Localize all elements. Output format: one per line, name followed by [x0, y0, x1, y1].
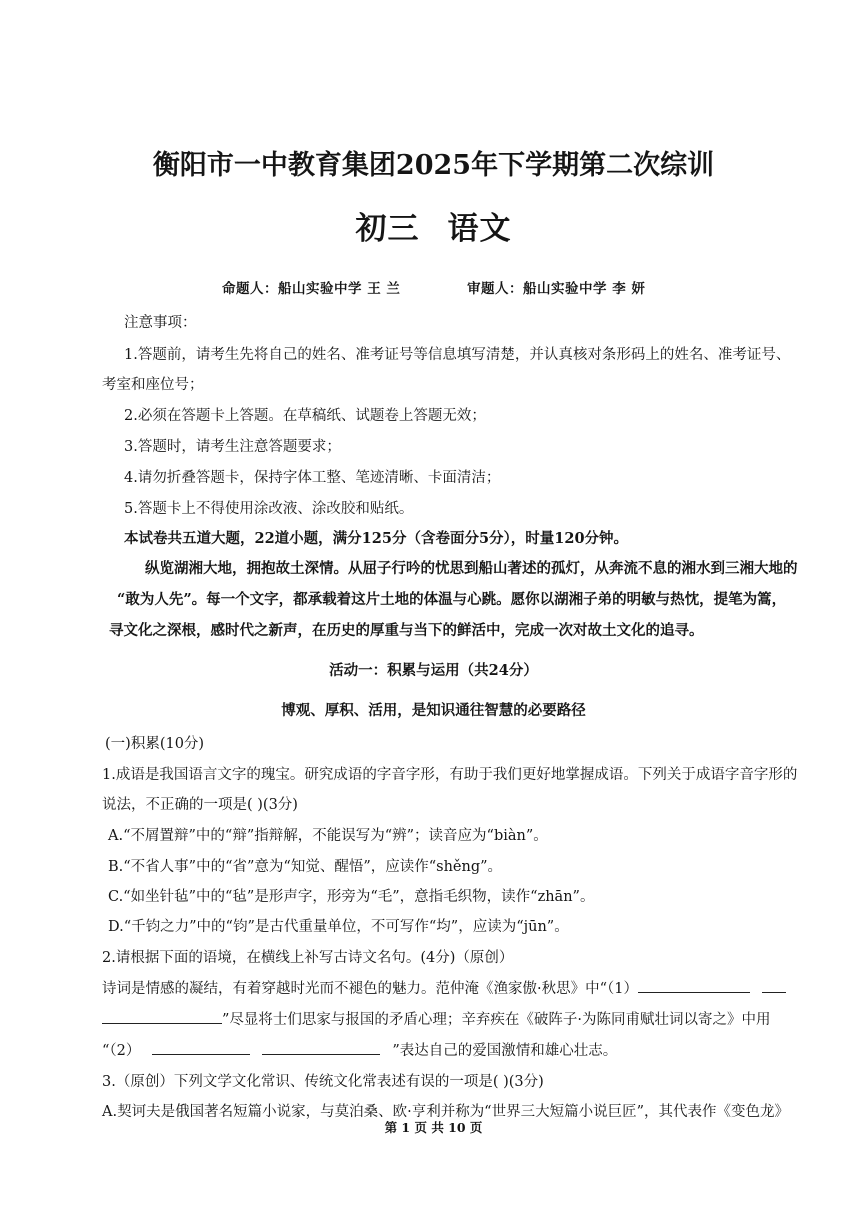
question-2-context-2: [102, 1008, 771, 1029]
option-c: C.“如坐针毡”中的“毡”是形声字，形旁为“毛”，意指毛织物，读作“zhān”。: [108, 889, 595, 905]
intro-line-3: 寻文化之深根，感时代之新声，在历史的厚重与当下的鲜活中，完成一次对故土文化的追寻。: [109, 622, 704, 639]
activity-title: 活动一：积累与运用（共24分）: [329, 662, 538, 679]
section-label: (一)积累(10分): [105, 736, 205, 752]
option-d: D.“千钧之力”中的“钧”是古代重量单位，不可写作“均”，应读为“jūn”。: [108, 919, 569, 935]
question-1: 1.成语是我国语言文字的瑰宝。研究成语的字音字形，有助于我们更好地掌握成语。下列关于成语字音字形的: [102, 767, 798, 783]
exam-summary: 本试卷共五道大题，22道小题，满分125分（含卷面分5分），时量120分钟。: [124, 530, 629, 547]
answer-blank-1b[interactable]: [762, 978, 786, 993]
context-text: 诗词是情感的凝结，有着穿越时光而不褪色的魅力。范仲淹《渔家傲·秋思》中“（1）: [102, 981, 638, 997]
option-b: B.“不省人事”中的“省”意为“知觉、醒悟”，应读作“shěng”。: [108, 859, 503, 875]
notice-item-1: 1.答题前，请考生先将自己的姓名、准考证号等信息填写清楚，并认真核对条形码上的姓名、准考证号、: [124, 347, 791, 363]
exam-title: 衡阳市一中教育集团2025年下学期第二次综训: [152, 150, 715, 181]
question-2-context: [102, 977, 786, 998]
proposer-line: 命题人：船山实验中学 王 兰: [222, 281, 401, 297]
question-1-cont: 说法，不正确的一项是( )(3分): [102, 797, 298, 813]
notice-item-1-cont: 考室和座位号；: [102, 377, 204, 393]
notice-item-2: 2.必须在答题卡上答题。在草稿纸、试题卷上答题无效；: [124, 408, 486, 424]
answer-blank-1c[interactable]: [102, 1009, 222, 1024]
context-text: “（2）: [102, 1043, 141, 1059]
context-text: ”表达自己的爱国激情和雄心壮志。: [392, 1043, 618, 1059]
page-number: 第 1 页 共 10 页: [384, 1120, 483, 1135]
notice-item-5: 5.答题卡上不得使用涂改液、涂改胶和贴纸。: [124, 501, 414, 517]
notice-item-4: 4.请勿折叠答题卡，保持字体工整、笔迹清晰、卡面清洁；: [124, 470, 501, 486]
option-a: A.“不屑置辩”中的“辩”指辩解，不能误写为“辨”；读音应为“biàn”。: [108, 828, 548, 844]
answer-blank-2b[interactable]: [262, 1040, 380, 1055]
grade-label: 初三: [355, 211, 420, 247]
activity-subtitle: 博观、厚积、活用，是知识通往智慧的必要路径: [281, 702, 586, 719]
subject-label: 语文: [447, 211, 512, 247]
notice-item-3: 3.答题时，请考生注意答题要求；: [124, 439, 341, 455]
intro-line-1: 纵览湖湘大地，拥抱故土深情。从屈子行吟的忧思到船山著述的孤灯，从奔流不息的湘水到三湘大地的: [145, 560, 798, 577]
question-2: 2.请根据下面的语境，在横线上补写古诗文名句。(4分)（原创）: [102, 950, 514, 966]
question-3: 3.（原创）下列文学文化常识、传统文化常表述有误的一项是( )(3分): [102, 1074, 544, 1090]
notice-heading: 注意事项：: [124, 315, 197, 331]
intro-line-2: “敢为人先”。每一个文字，都承载着这片土地的体温与心跳。愿你以湖湘子弟的明敏与热忱，提笔为篙，: [117, 591, 787, 608]
context-text: ”尽显将士们思家与报国的矛盾心理；辛弃疾在《破阵子·为陈同甫赋壮词以寄之》中用: [222, 1012, 771, 1028]
reviewer-line: 审题人：船山实验中学 李 妍: [467, 281, 646, 297]
answer-blank-2a[interactable]: [152, 1040, 250, 1055]
answer-blank-1a[interactable]: [638, 978, 750, 993]
subject-title: [0, 203, 867, 248]
question-3-option-a: A.契诃夫是俄国著名短篇小说家，与莫泊桑、欧·亨利并称为“世界三大短篇小说巨匠”，其代表作《变色龙》: [102, 1104, 790, 1120]
question-2-context-3: [102, 1039, 617, 1060]
